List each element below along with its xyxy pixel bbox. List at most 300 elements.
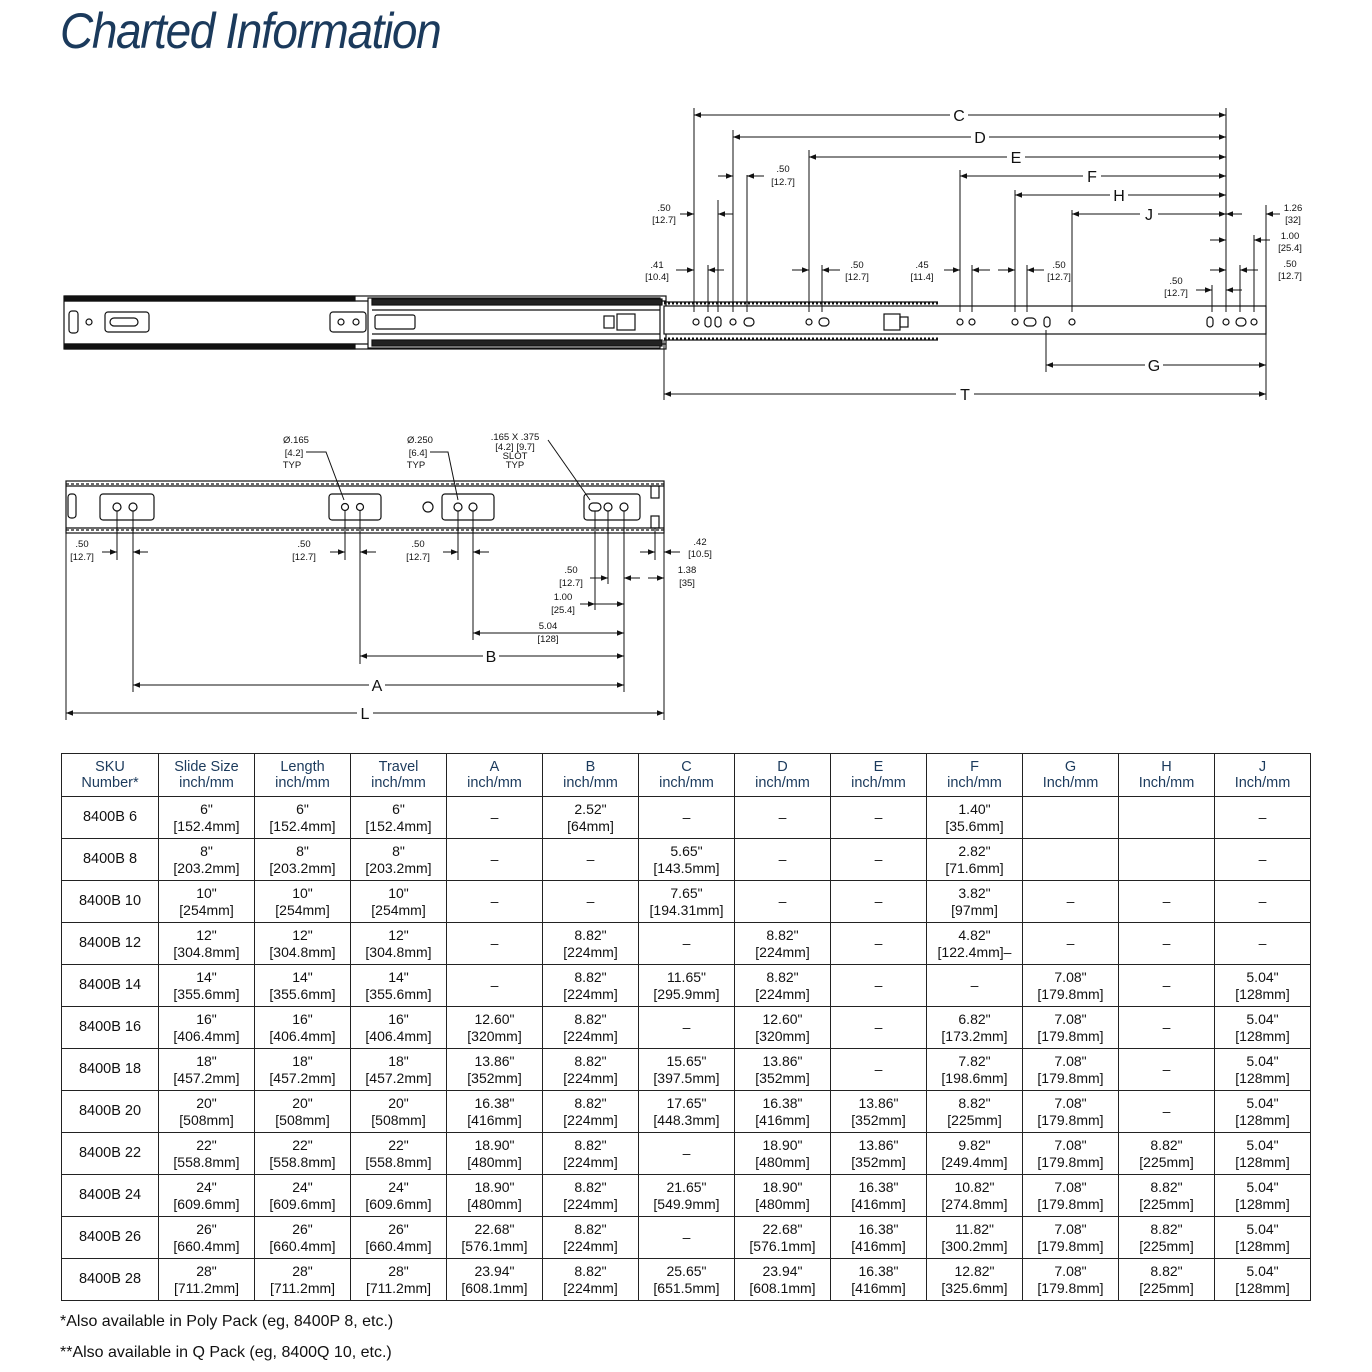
table-cell <box>1215 923 1311 965</box>
table-cell <box>1119 923 1215 965</box>
column-header <box>1023 754 1119 797</box>
cell-text: 5.04" <box>1246 1262 1279 1279</box>
cell-text: 12" <box>292 926 313 943</box>
table-cell <box>1119 839 1215 881</box>
table-cell <box>255 1007 351 1049</box>
table-cell <box>351 881 447 923</box>
cell-text: [97mm] <box>951 901 998 918</box>
column-header-line: inch/mm <box>947 775 1002 791</box>
table-cell <box>927 1091 1023 1133</box>
slot-callout-mm: 4.2] [9.7 <box>497 442 533 453</box>
slot-callout-note: SLOT <box>502 451 528 462</box>
column-header-line: Length <box>280 759 325 775</box>
small-dim-inch: 1.26 <box>1283 203 1303 214</box>
sku-cell <box>62 1217 159 1259</box>
cell-text: [406.4mm] <box>269 1027 336 1044</box>
table-cell <box>159 839 255 881</box>
cell-text: 7.08" <box>1054 1262 1087 1279</box>
cell-text: [128mm] <box>1235 1027 1290 1044</box>
sku-cell <box>62 965 159 1007</box>
cell-text: [224mm] <box>563 1237 618 1254</box>
cell-text: [122.4mm]– <box>937 943 1012 960</box>
column-header-line: inch/mm <box>851 775 906 791</box>
cell-text: 8.82" <box>574 968 607 985</box>
svg-text:[4.2] [9.7]: [4.2] [9.7] <box>495 442 535 453</box>
cell-text: 6" <box>296 800 309 817</box>
table-cell <box>1119 1259 1215 1301</box>
cell-text: [355.6mm] <box>365 985 432 1002</box>
column-header-line: inch/mm <box>371 775 426 791</box>
svg-text:[25.4]: [25.4] <box>1278 243 1302 254</box>
column-header-line: E <box>873 759 884 775</box>
cell-text: 16.38" <box>858 1220 899 1237</box>
cell-text: 10" <box>196 884 217 901</box>
cell-text: 5.04" <box>1246 1010 1279 1027</box>
table-cell <box>447 1259 543 1301</box>
cell-text: 8.82" <box>1150 1178 1183 1195</box>
dim-label-j: J <box>1145 207 1153 224</box>
small-dim-mm: 10.5 <box>690 549 710 560</box>
svg-text:[25.4]: [25.4] <box>551 605 575 616</box>
table-cell <box>831 965 927 1007</box>
cell-text: 8400B 14 <box>78 977 142 993</box>
column-header-line: C <box>681 759 692 775</box>
dim-label-t: T <box>960 387 970 404</box>
small-dim-mm: 12.7 <box>654 215 674 226</box>
column-header-line: Inch/mm <box>1042 775 1099 791</box>
table-cell <box>1023 1049 1119 1091</box>
table-cell <box>543 1049 639 1091</box>
cell-text: [224mm] <box>563 1279 618 1296</box>
cell-text: [711.2mm] <box>269 1279 336 1296</box>
column-header-line: Number* <box>81 775 139 791</box>
small-dim-inch: .42 <box>693 537 707 548</box>
column-header-line: Slide Size <box>174 759 239 775</box>
cell-text: [416mm] <box>851 1279 906 1296</box>
column-header <box>639 754 735 797</box>
sku-cell <box>62 839 159 881</box>
hole-callout-size: Ø.250 <box>407 435 433 446</box>
table-cell <box>255 881 351 923</box>
sku-cell <box>62 1091 159 1133</box>
table-cell <box>543 923 639 965</box>
table-cell <box>351 1007 447 1049</box>
table-cell <box>543 1217 639 1259</box>
cell-text: 6" <box>392 800 405 817</box>
small-dim-inch: .50 <box>1052 260 1066 271</box>
cell-text: [203.2mm] <box>269 859 336 876</box>
table-cell <box>447 1091 543 1133</box>
cell-text: 8.82" <box>1150 1262 1183 1279</box>
cell-text: 6" <box>200 800 213 817</box>
cell-text: [295.9mm] <box>653 985 720 1002</box>
cell-text: [224mm] <box>563 1153 618 1170</box>
cell-text: – <box>490 893 499 909</box>
table-row <box>62 881 1311 923</box>
table-cell <box>1215 881 1311 923</box>
cell-text: [711.2mm] <box>365 1279 432 1296</box>
cell-text: – <box>682 1229 691 1245</box>
table-cell <box>639 1049 735 1091</box>
svg-text:[12.7]: [12.7] <box>559 578 583 589</box>
cell-text: – <box>874 893 883 909</box>
table-cell <box>1119 1049 1215 1091</box>
cell-text: 16" <box>388 1010 409 1027</box>
table-cell <box>447 1049 543 1091</box>
column-header <box>255 754 351 797</box>
table-cell <box>1023 881 1119 923</box>
table-cell <box>447 1217 543 1259</box>
table-cell <box>543 1175 639 1217</box>
cell-text: 22" <box>292 1136 313 1153</box>
table-header <box>62 754 1311 797</box>
table-cell <box>351 1259 447 1301</box>
cell-text: [558.8mm] <box>365 1153 432 1170</box>
column-header-line: D <box>777 759 788 775</box>
cell-text: 8400B 6 <box>82 809 138 825</box>
cell-text: 20" <box>292 1094 313 1111</box>
small-dim-mm: 12.7 <box>773 177 793 188</box>
small-dim-inch: 1.38 <box>677 565 697 576</box>
page-title: Charted Information <box>60 3 441 59</box>
cell-text: 8.82" <box>1150 1220 1183 1237</box>
cell-text: [225mm] <box>1139 1279 1194 1296</box>
cell-text: [224mm] <box>755 943 810 960</box>
table-cell <box>1119 1175 1215 1217</box>
table-cell <box>159 1175 255 1217</box>
cell-text: 15.65" <box>666 1052 707 1069</box>
cell-text: 12" <box>388 926 409 943</box>
cell-text: [609.6mm] <box>269 1195 336 1212</box>
hole-callout-note: TYP <box>406 460 426 471</box>
cell-text: 7.08" <box>1054 1220 1087 1237</box>
table-cell <box>1215 965 1311 1007</box>
cell-text: 7.08" <box>1054 968 1087 985</box>
table-cell <box>543 797 639 839</box>
cell-text: 8400B 18 <box>78 1061 142 1077</box>
cell-text: [457.2mm] <box>269 1069 336 1086</box>
cell-text: – <box>1162 935 1171 951</box>
svg-text:[4.2]: [4.2] <box>284 448 304 459</box>
column-header <box>927 754 1023 797</box>
table-row <box>62 797 1311 839</box>
cell-text: 8400B 26 <box>78 1229 142 1245</box>
table-cell <box>543 1091 639 1133</box>
small-dim-inch: .50 <box>1169 276 1183 287</box>
slide-top-view <box>64 296 1266 349</box>
table-cell <box>1119 1007 1215 1049</box>
cell-text: [711.2mm] <box>173 1279 240 1296</box>
table-cell <box>351 839 447 881</box>
dim-label-f: F <box>1087 169 1097 186</box>
cell-text: [179.8mm] <box>1037 1279 1104 1296</box>
cell-text: 7.82" <box>958 1052 991 1069</box>
small-dim-inch: .50 <box>564 565 578 576</box>
cell-text: [203.2mm] <box>365 859 432 876</box>
sku-cell <box>62 1175 159 1217</box>
table-cell <box>927 797 1023 839</box>
table-cell <box>255 1049 351 1091</box>
cell-text: – <box>586 851 595 867</box>
cell-text: [352mm] <box>755 1069 810 1086</box>
table-cell <box>735 1217 831 1259</box>
cell-text: [249.4mm] <box>941 1153 1008 1170</box>
small-dim-inch: .50 <box>657 203 671 214</box>
cell-text: [71.6mm] <box>945 859 1004 876</box>
cell-text: 8400B 24 <box>78 1187 142 1203</box>
small-dim-mm: 35 <box>681 578 693 589</box>
cell-text: [304.8mm] <box>365 943 432 960</box>
table-cell <box>1023 1259 1119 1301</box>
table-cell <box>255 965 351 1007</box>
svg-text:[32]: [32] <box>1285 215 1301 226</box>
column-header-line: Travel <box>378 759 419 775</box>
sku-cell <box>62 797 159 839</box>
table-cell <box>735 1133 831 1175</box>
cell-text: 26" <box>292 1220 313 1237</box>
table-cell <box>831 1259 927 1301</box>
table-row <box>62 839 1311 881</box>
table-cell <box>159 965 255 1007</box>
table-row <box>62 965 1311 1007</box>
cell-text: [480mm] <box>755 1153 810 1170</box>
table-cell <box>831 1133 927 1175</box>
small-dim-mm: 25.4 <box>1280 243 1300 254</box>
column-header-line: inch/mm <box>467 775 522 791</box>
cell-text: 5.04" <box>1246 968 1279 985</box>
table-cell <box>447 965 543 1007</box>
column-header-line: B <box>585 759 596 775</box>
cell-text: 3.82" <box>958 884 991 901</box>
dim-label-c: C <box>953 108 965 125</box>
cell-text: – <box>1258 935 1267 951</box>
cell-text: [406.4mm] <box>365 1027 432 1044</box>
cell-text: – <box>490 935 499 951</box>
sku-cell <box>62 1049 159 1091</box>
cell-text: 7.65" <box>670 884 703 901</box>
small-dim-mm: 32 <box>1287 215 1299 226</box>
dim-label-g: G <box>1147 358 1161 375</box>
cell-text: 8400B 10 <box>78 893 142 909</box>
table-cell <box>543 965 639 1007</box>
table-cell <box>351 1217 447 1259</box>
slot-callout-size: .165 X .375 <box>490 432 540 443</box>
table-cell <box>351 797 447 839</box>
cell-text: [320mm] <box>467 1027 522 1044</box>
cell-text: – <box>778 809 787 825</box>
table-cell <box>639 1091 735 1133</box>
column-header-line: Inch/mm <box>1138 775 1195 791</box>
cell-text: [416mm] <box>851 1195 906 1212</box>
cell-text: [609.6mm] <box>173 1195 240 1212</box>
cell-text: 7.08" <box>1054 1052 1087 1069</box>
cell-text: 8.82" <box>574 1262 607 1279</box>
small-dim-inch: .50 <box>776 164 790 175</box>
table-cell <box>159 1133 255 1175</box>
column-header <box>1215 754 1311 797</box>
table-cell <box>1023 923 1119 965</box>
table-cell <box>735 797 831 839</box>
cell-text: 8" <box>200 842 213 859</box>
cell-text: [457.2mm] <box>173 1069 240 1086</box>
cell-text: [225mm] <box>1139 1153 1194 1170</box>
slot-callout-note: TYP <box>505 460 525 471</box>
svg-text:[12.7]: [12.7] <box>771 177 795 188</box>
table-cell <box>735 1091 831 1133</box>
cell-text: 25.65" <box>666 1262 707 1279</box>
cell-text: 4.82" <box>958 926 991 943</box>
table-cell <box>831 797 927 839</box>
cell-text: 1.40" <box>958 800 991 817</box>
cell-text: [254mm] <box>275 901 330 918</box>
cell-text: [128mm] <box>1235 985 1290 1002</box>
table-row <box>62 1217 1311 1259</box>
table-cell <box>831 1091 927 1133</box>
cell-text: [304.8mm] <box>269 943 336 960</box>
cell-text: 28" <box>196 1262 217 1279</box>
column-header <box>1119 754 1215 797</box>
cell-text: 10.82" <box>954 1178 995 1195</box>
cell-text: [397.5mm] <box>653 1069 720 1086</box>
table-cell <box>639 1133 735 1175</box>
bottom-small-dims <box>70 537 712 645</box>
cell-text: [480mm] <box>467 1195 522 1212</box>
hole-callout-note: TYP <box>282 460 302 471</box>
sku-cell <box>62 1259 159 1301</box>
small-dim-mm: 12.7 <box>561 578 581 589</box>
cell-text: 22.68" <box>762 1220 803 1237</box>
column-header-line: inch/mm <box>563 775 618 791</box>
column-header <box>543 754 639 797</box>
sku-cell <box>62 881 159 923</box>
table-row <box>62 923 1311 965</box>
table-cell <box>351 1091 447 1133</box>
column-header-line: J <box>1258 759 1267 775</box>
table-row <box>62 1133 1311 1175</box>
cell-text: 18" <box>196 1052 217 1069</box>
cell-text: – <box>970 977 979 993</box>
cell-text: 12.82" <box>954 1262 995 1279</box>
column-header-line: G <box>1064 759 1077 775</box>
cell-text: 8400B 28 <box>78 1271 142 1287</box>
cell-text: 16.38" <box>858 1178 899 1195</box>
small-dim-mm: 12.7 <box>294 552 314 563</box>
cell-text: – <box>874 851 883 867</box>
small-dim-mm: 25.4 <box>553 605 573 616</box>
table-cell <box>927 923 1023 965</box>
cell-text: 8400B 20 <box>78 1103 142 1119</box>
table-row <box>62 1049 1311 1091</box>
cell-text: – <box>1066 893 1075 909</box>
cell-text: 18.90" <box>762 1136 803 1153</box>
cell-text: [508mm] <box>371 1111 426 1128</box>
footnote-poly-pack: *Also available in Poly Pack (eg, 8400P 8, etc.) <box>60 1313 394 1330</box>
cell-text: – <box>682 809 691 825</box>
cell-text: 22" <box>388 1136 409 1153</box>
hole-callout-mm: 4.2 <box>287 448 301 459</box>
cell-text: [352mm] <box>851 1153 906 1170</box>
cell-text: 26" <box>196 1220 217 1237</box>
cell-text: 5.04" <box>1246 1094 1279 1111</box>
table-cell <box>927 1175 1023 1217</box>
dim-label-e: E <box>1010 150 1022 167</box>
table-cell <box>831 1175 927 1217</box>
cell-text: [660.4mm] <box>269 1237 336 1254</box>
cell-text: 11.82" <box>955 1220 994 1237</box>
table-cell <box>1215 1217 1311 1259</box>
table-cell <box>447 923 543 965</box>
cell-text: 24" <box>292 1178 313 1195</box>
table-cell <box>1119 1217 1215 1259</box>
cell-text: 18" <box>388 1052 409 1069</box>
cell-text: [179.8mm] <box>1037 1069 1104 1086</box>
dim-label-l: L <box>360 706 370 723</box>
cell-text: 16.38" <box>858 1262 899 1279</box>
table-cell <box>159 1049 255 1091</box>
cell-text: [152.4mm] <box>365 817 432 834</box>
cell-text: 7.08" <box>1054 1010 1087 1027</box>
cell-text: [35.6mm] <box>945 817 1004 834</box>
cell-text: 23.94" <box>762 1262 803 1279</box>
cell-text: [173.2mm] <box>941 1027 1008 1044</box>
cell-text: [355.6mm] <box>269 985 336 1002</box>
cell-text: [225mm] <box>947 1111 1002 1128</box>
cell-text: 26" <box>388 1220 409 1237</box>
svg-text:[10.5]: [10.5] <box>688 549 712 560</box>
cell-text: [320mm] <box>755 1027 810 1044</box>
table-cell <box>1119 1091 1215 1133</box>
table-cell <box>927 1133 1023 1175</box>
cell-text: [608.1mm] <box>749 1279 816 1296</box>
cell-text: 16" <box>196 1010 217 1027</box>
table-cell <box>735 1049 831 1091</box>
column-header-line: inch/mm <box>755 775 810 791</box>
cell-text: [254mm] <box>179 901 234 918</box>
column-header <box>831 754 927 797</box>
cell-text: – <box>490 977 499 993</box>
table-cell <box>639 797 735 839</box>
table-row <box>62 1259 1311 1301</box>
cell-text: 8.82" <box>574 1052 607 1069</box>
cell-text: 23.94" <box>474 1262 515 1279</box>
table-cell <box>255 839 351 881</box>
table-cell <box>1023 797 1119 839</box>
cell-text: 16.38" <box>474 1094 515 1111</box>
cell-text: [179.8mm] <box>1037 1153 1104 1170</box>
hole-callout-mm: 6.4 <box>411 448 425 459</box>
cell-text: [300.2mm] <box>941 1237 1008 1254</box>
table-cell <box>927 965 1023 1007</box>
cell-text: 20" <box>388 1094 409 1111</box>
table-cell <box>927 1049 1023 1091</box>
cell-text: 8.82" <box>766 926 799 943</box>
table-cell <box>927 1259 1023 1301</box>
cell-text: [480mm] <box>755 1195 810 1212</box>
cell-text: 8.82" <box>574 926 607 943</box>
cell-text: 11.65" <box>667 968 706 985</box>
column-header-line: inch/mm <box>659 775 714 791</box>
table-cell <box>639 1007 735 1049</box>
cell-text: – <box>778 851 787 867</box>
column-header-line: F <box>970 759 979 775</box>
cell-text: 16.38" <box>762 1094 803 1111</box>
cell-text: 7.08" <box>1054 1178 1087 1195</box>
cell-text: – <box>1162 893 1171 909</box>
cell-text: [128mm] <box>1235 1237 1290 1254</box>
table-cell <box>1119 1133 1215 1175</box>
cell-text: [416mm] <box>755 1111 810 1128</box>
cell-text: – <box>874 1061 883 1077</box>
